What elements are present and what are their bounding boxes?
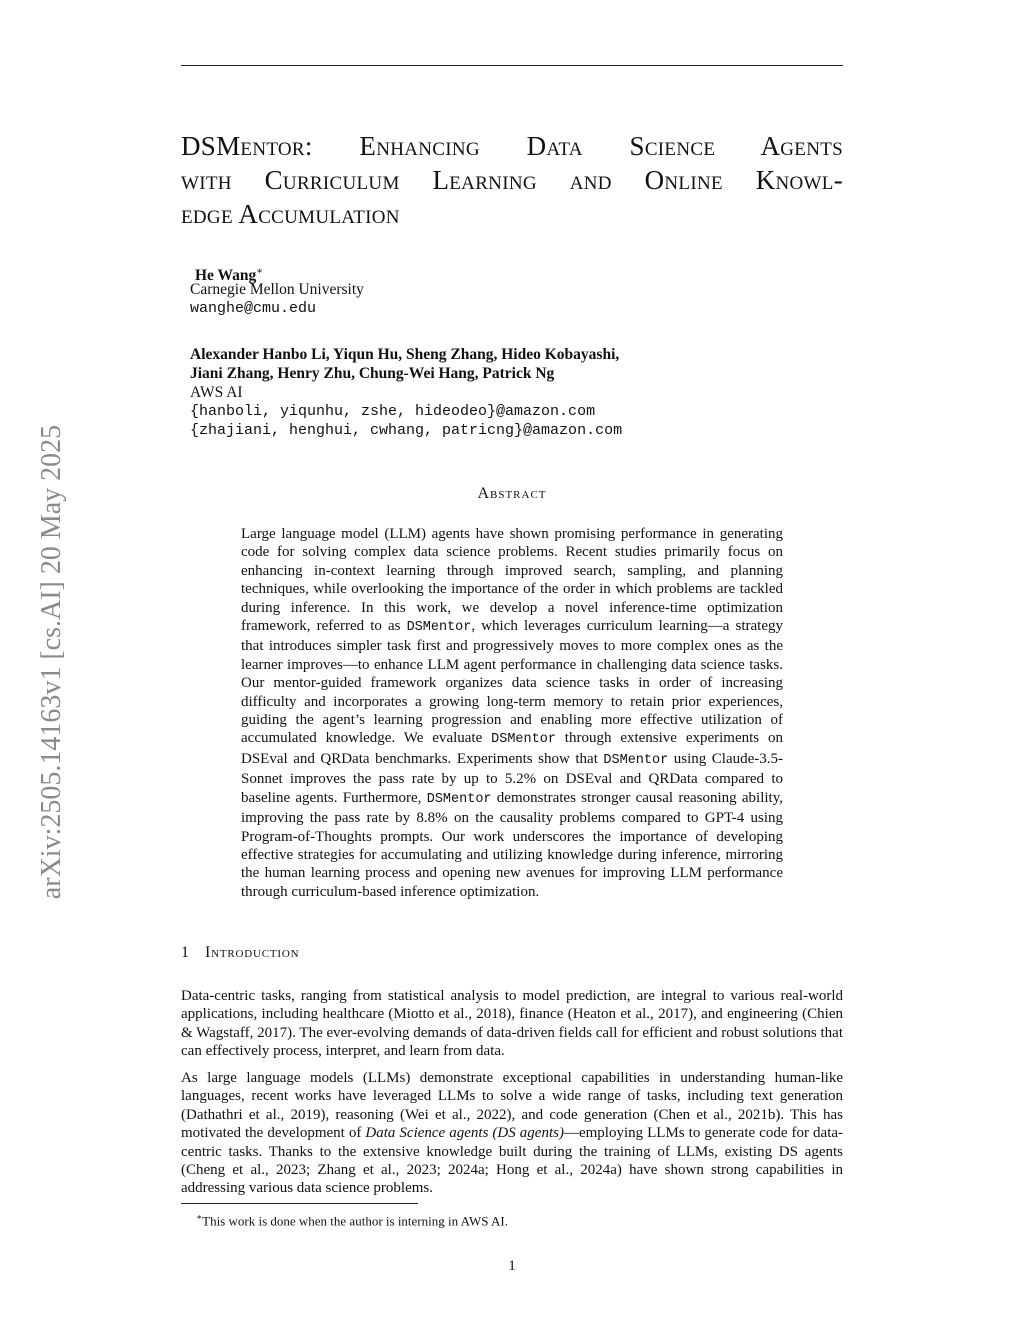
section-title: Introduction — [205, 944, 300, 961]
author-email: wanghe@cmu.edu — [190, 300, 317, 317]
intro-paragraph-2-text-a: As large language models (LLMs) demonstrate exceptional capabilities in understanding human-like languages, recent works have leveraged LLMs to solve a wide range of tasks, including text generation (Dathathri et al., 2019), reasoning (Wei et al., 2022), and code generation (Chen et al., 2021b). This has motivated the development of — [181, 1070, 843, 1142]
title-line-3: edge Accumulation — [181, 199, 400, 229]
author-block-2 — [190, 345, 622, 440]
abstract-text-1: Large language model (LLM) agents have shown promising performance in generating code for solving complex data science problems. Recent studies primarily focus on enhancing in-context learning through improved search, sampling, and planning techniques, while overlooking the importance of the order in which problems are tackled during inference. In this work, we develop a novel inference-time optimization framework, referred to as — [241, 526, 783, 635]
author-block-1-details — [190, 280, 364, 318]
author-affiliation: Carnegie Mellon University — [190, 281, 364, 298]
footnote-mark: ∗ — [196, 1212, 203, 1222]
system-name: DSMentor — [491, 732, 556, 748]
coauthor-names-line-2: Jiani Zhang, Henry Zhu, Chung-Wei Hang, Patrick Ng — [190, 365, 555, 382]
section-heading-introduction — [181, 944, 299, 962]
intro-paragraph-2-text-b: —employing LLMs to generate code for data-centric tasks. Thanks to the extensive knowledge built during the training of LLMs, existing DS agents (Cheng et al., 2023; Zhang et al., 2023; 2024a; Hong et al., 2024a) have shown strong capabilities in addressing various data science problems. — [181, 1125, 844, 1197]
title-line-1: DSMentor: Enhancing Data Science Agents — [181, 131, 843, 161]
paper-title — [181, 129, 843, 231]
section-number: 1 — [181, 944, 190, 961]
intro-paragraph-2 — [181, 1069, 843, 1198]
coauthor-names-line-1: Alexander Hanbo Li, Yiqun Hu, Sheng Zhang, Hideo Kobayashi, — [190, 346, 620, 363]
intro-emphasis: Data Science agents (DS agents) — [365, 1125, 564, 1142]
coauthor-emails-line-1: {hanboli, yiqunhu, zshe, hideodeo}@amazon.com — [190, 403, 596, 420]
abstract-text-5: demonstrates stronger causal reasoning ability, improving the pass rate by 8.8% on the causality problems compared to GPT-4 using Program-of-Thoughts prompts. Our work underscores the importance of developing effective strategies for accumulating and utilizing knowledge during inference, mirroring the human learning process and opening new avenues for improving LLM performance through curriculum-based inference optimization. — [241, 789, 783, 900]
arxiv-sidebar-stamp: arXiv:2505.14163v1 [cs.AI] 20 May 2025 — [36, 424, 67, 900]
coauthor-emails-line-2: {zhajiani, henghui, cwhang, patricng}@amazon.com — [190, 422, 623, 439]
abstract-text-3: through extensive experiments on DSEval and QRData benchmarks. Experiments show that — [241, 730, 783, 767]
author-footnote-mark: ∗ — [256, 266, 264, 277]
author-name: He Wang — [195, 267, 257, 285]
abstract-body — [241, 525, 783, 901]
page-number: 1 — [508, 1258, 516, 1274]
footnote — [196, 1209, 508, 1229]
abstract-text-2: , which leverages curriculum learning—a strategy that introduces simpler task first and progressively moves to more complex ones as the learner improves—to enhance LLM agent performance in challenging data science tasks. Our mentor-guided framework organizes data science tasks in order of increasing difficulty and incorporates a growing long-term memory to retain prior experiences, guiding the agent’s learning progression and enabling more effective utilization of accumulated knowledge. We evaluate — [241, 618, 783, 747]
header-rule — [181, 65, 843, 66]
abstract-heading: Abstract — [477, 485, 547, 502]
title-line-2: with Curriculum Learning and Online Knowl- — [181, 165, 843, 195]
system-name: DSMentor — [603, 752, 669, 768]
intro-paragraph-1: Data-centric tasks, ranging from statistical analysis to model prediction, are integral to various real-world applications, including healthcare (Miotto et al., 2018), finance (Heaton et al., 2017), and engineering (Chien & Wagstaff, 2017). The ever-evolving demands of data-driven fields call for efficient and robust solutions that can effectively process, interpret, and learn from data. — [181, 988, 843, 1060]
system-name: DSMentor — [406, 620, 472, 636]
footnote-text: This work is done when the author is interning in AWS AI. — [202, 1213, 508, 1229]
system-name: DSMentor — [426, 791, 492, 807]
abstract-text-4: using Claude-3.5-Sonnet improves the pass rate by up to 5.2% on DSEval and QRData compared to baseline agents. Furthermore, — [241, 750, 783, 806]
footnote-rule — [181, 1203, 418, 1204]
coauthor-affiliation: AWS AI — [190, 384, 243, 401]
